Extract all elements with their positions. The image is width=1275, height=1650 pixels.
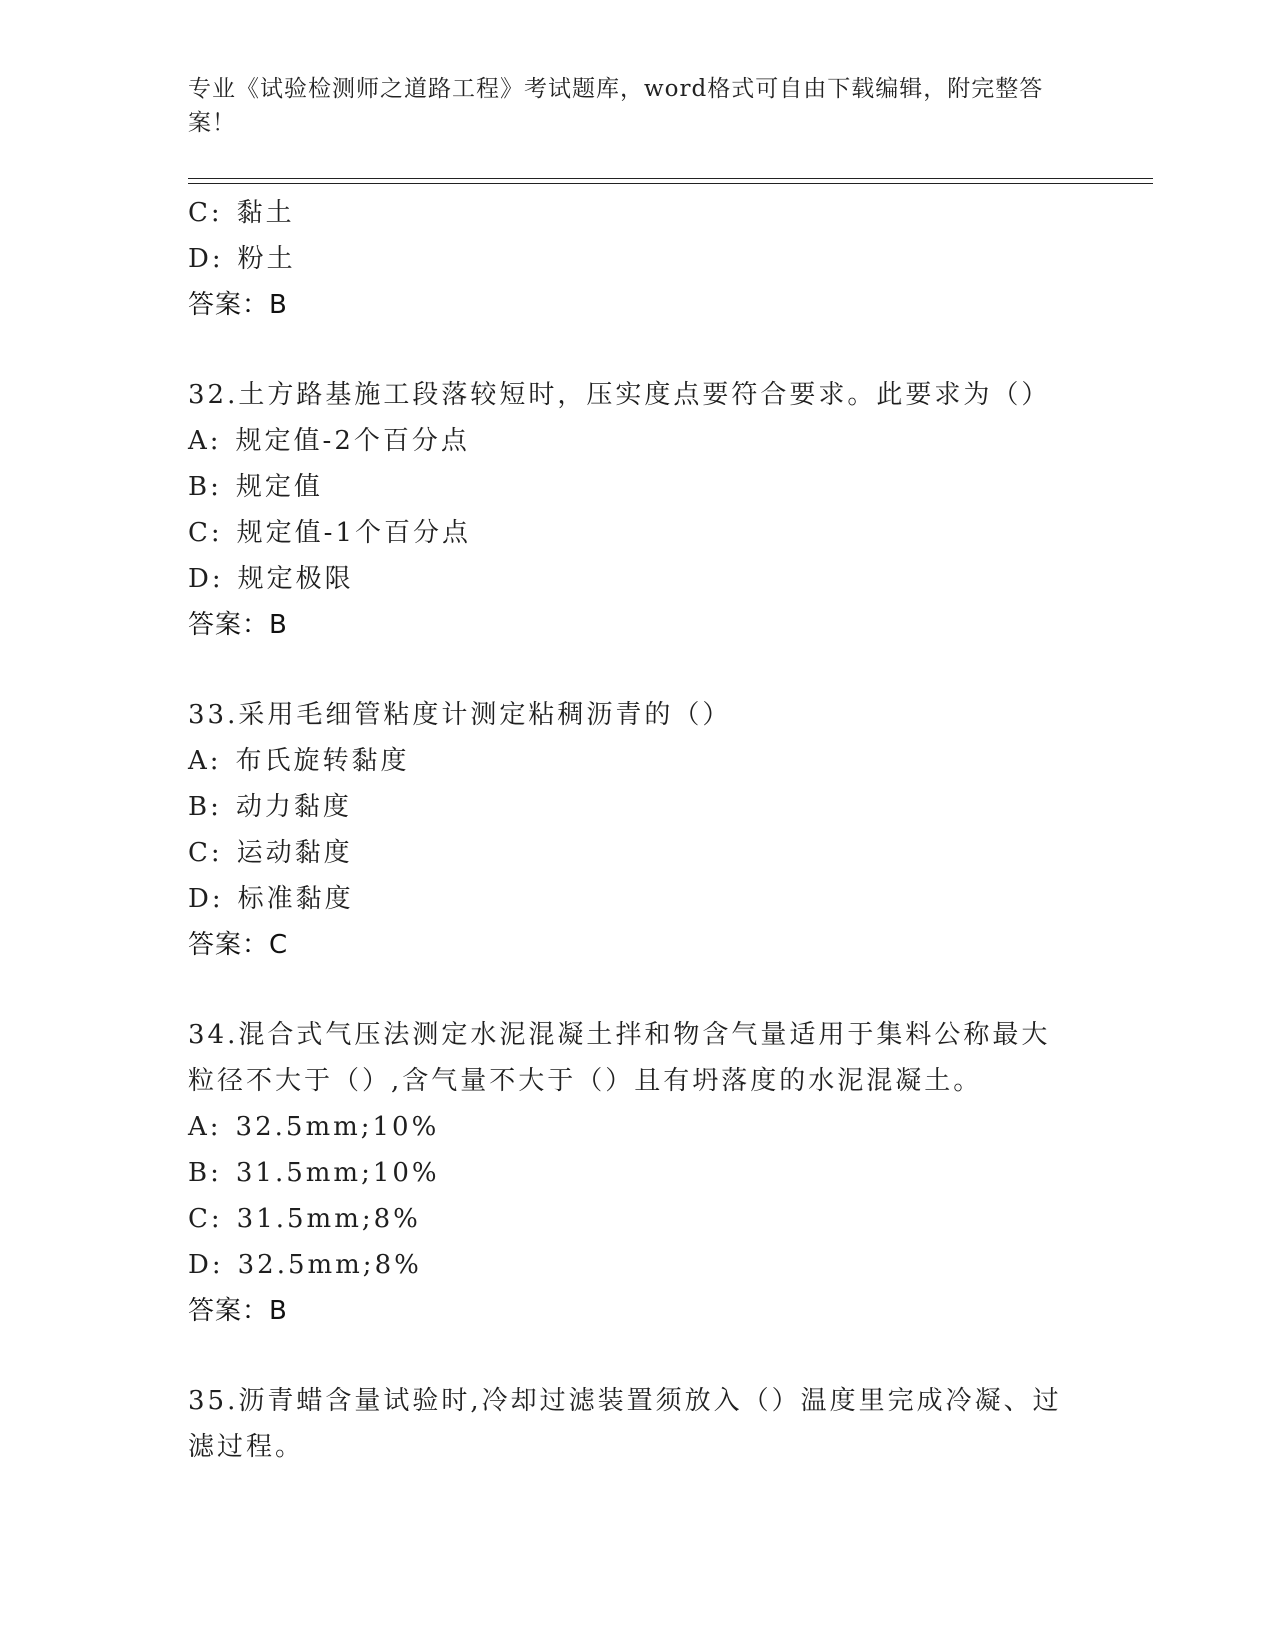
option-a: A: 布氏旋转黏度 [188,746,410,776]
question-text: 33.采用毛细管粘度计测定粘稠沥青的（） [188,700,732,730]
header-rule-top [188,178,1153,179]
option-b: B: 31.5mm;10% [188,1158,440,1188]
option-c: C: 规定值-1个百分点 [188,518,471,548]
option-d: D: 32.5mm;8% [188,1250,422,1280]
question-31-tail [188,190,1088,328]
question-35 [188,1378,1088,1470]
header-rule-bottom [188,183,1153,184]
answer-line: 答案：B [188,290,288,320]
option-c: C: 黏土 [188,198,295,228]
document-header: 专业《试验检测师之道路工程》考试题库，word格式可自由下载编辑，附完整答案！ [188,76,1044,136]
question-34 [188,1012,1088,1334]
answer-line: 答案：B [188,1296,288,1326]
answer-line: 答案：B [188,610,288,640]
question-text: 34.混合式气压法测定水泥混凝土拌和物含气量适用于集料公称最大粒径不大于（）,含气量不大于（）且有坍落度的水泥混凝土。 [188,1020,1051,1096]
question-text: 32.土方路基施工段落较短时，压实度点要符合要求。此要求为（） [188,380,1051,410]
option-b: B: 规定值 [188,472,323,502]
option-b: B: 动力黏度 [188,792,352,822]
question-32 [188,372,1088,648]
option-d: D: 规定极限 [188,564,354,594]
option-c: C: 31.5mm;8% [188,1204,421,1234]
question-text: 35.沥青蜡含量试验时,冷却过滤装置须放入（）温度里完成冷凝、过滤过程。 [188,1386,1062,1462]
option-c: C: 运动黏度 [188,838,353,868]
question-33 [188,692,1088,968]
option-d: D: 粉土 [188,244,296,274]
question-list [188,190,1088,1470]
option-a: A: 规定值-2个百分点 [188,426,470,456]
option-d: D: 标准黏度 [188,884,354,914]
answer-line: 答案：C [188,930,289,960]
option-a: A: 32.5mm;10% [188,1112,440,1142]
